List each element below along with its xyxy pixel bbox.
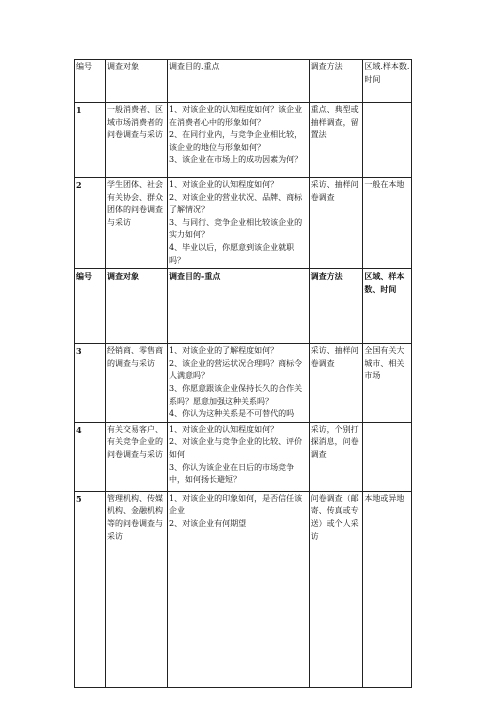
- row-region: 全国有关大城市、相关市场: [363, 344, 412, 423]
- row-region: 一般在本地: [363, 178, 412, 269]
- header-method: 调查方法: [309, 269, 363, 344]
- purpose-line: 2、该企业的营运状况合理吗？商标令人满意吗？: [169, 358, 303, 381]
- row-target: 学生团体、社会有关协会、群众团体的问卷调查与采访: [106, 178, 168, 269]
- header-number: 编号: [75, 60, 106, 103]
- purpose-line: 1、对该企业的认知程度如何？: [169, 180, 279, 189]
- row-target: 经销商、零售商的调查与采访: [106, 344, 168, 423]
- table-row: [75, 178, 412, 269]
- purpose-line: 1、对该企业的认知程度如何？: [169, 424, 279, 434]
- table-row: [75, 422, 412, 491]
- header-target: 调查对象: [106, 269, 168, 344]
- header-region: 区域.样本数.时间: [363, 60, 412, 103]
- purpose-line: 1、对该企业的印象如何，是否信任该企业: [169, 493, 303, 516]
- header-number: 编号: [75, 269, 106, 344]
- row-purpose: [168, 178, 310, 269]
- row-method: 采访，个别打探消息，问卷调查: [309, 422, 363, 491]
- header-method: 调查方法: [309, 60, 363, 103]
- header-purpose: 调查目的-重点: [168, 269, 310, 344]
- table-header-row: [75, 60, 412, 103]
- header-region: 区域、样本数、时间: [363, 269, 412, 344]
- row-target: 有关交易客户、有关竞争企业的问卷调查与采访: [106, 422, 168, 491]
- purpose-line: 3、你认为该企业在日后的市场竞争中，如何扬长避短？: [169, 462, 295, 485]
- purpose-line: 2、对该企业与竞争企业的比较、评价如何: [169, 437, 303, 459]
- row-region: 本地或异地: [363, 491, 412, 687]
- purpose-line: 2、对该企业有何期望: [169, 518, 247, 528]
- survey-plan-table: [74, 59, 412, 688]
- purpose-line: 3、你愿意跟该企业保持长久的合作关系吗？愿意加强这种关系吗？: [169, 383, 303, 406]
- purpose-line: 1、对该企业的了解程度如何？: [169, 346, 279, 356]
- row-number: 4: [75, 422, 106, 491]
- header-target: 调查对象: [106, 60, 168, 103]
- purpose-line: 3、该企业在市场上的成功因素为何？: [169, 155, 303, 165]
- purpose-line: 4、你认为这种关系是不可替代的吗: [169, 409, 295, 419]
- row-method: 采访、抽样问卷调查: [309, 344, 363, 423]
- table-row: [75, 103, 412, 178]
- row-region: [363, 422, 412, 491]
- row-number: 2: [75, 178, 106, 269]
- purpose-line: 3、与同行、竞争企业相比较该企业的实力如何？: [169, 217, 303, 240]
- purpose-line: 4、毕业以后，你愿意到该企业就职吗？: [169, 242, 295, 265]
- row-method: 采访、抽样问卷调查: [309, 178, 363, 269]
- purpose-line: 2、对该企业的营业状况、品牌、商标了解情况？: [169, 192, 303, 215]
- row-method: 重点、典型或抽样调查，留置法: [309, 103, 363, 178]
- purpose-line: 2、在同行业内，与竞争企业相比较，该企业的地位与形象如何？: [169, 130, 303, 152]
- row-purpose: [168, 422, 310, 491]
- row-method: 问卷调查（邮寄、传真或专送）或个人采访: [309, 491, 363, 687]
- row-target: 一般消费者、区域市场消费者的问卷调查与采访: [106, 103, 168, 178]
- table-row: [75, 344, 412, 423]
- row-purpose: [168, 344, 310, 423]
- row-number: 3: [75, 344, 106, 423]
- row-purpose: [168, 491, 310, 687]
- row-purpose: [168, 103, 310, 178]
- table-header-row: [75, 269, 412, 344]
- header-purpose: 调查目的.重点: [168, 60, 310, 103]
- row-number: 5: [75, 491, 106, 687]
- purpose-line: 1、对该企业的认知程度如何？该企业在消费者心中的形象如何？: [169, 105, 303, 127]
- row-number: 1: [75, 103, 106, 178]
- row-region: [363, 103, 412, 178]
- row-target: 管理机构、传媒机构、金融机构等的问卷调查与采访: [106, 491, 168, 687]
- table-row: [75, 491, 412, 687]
